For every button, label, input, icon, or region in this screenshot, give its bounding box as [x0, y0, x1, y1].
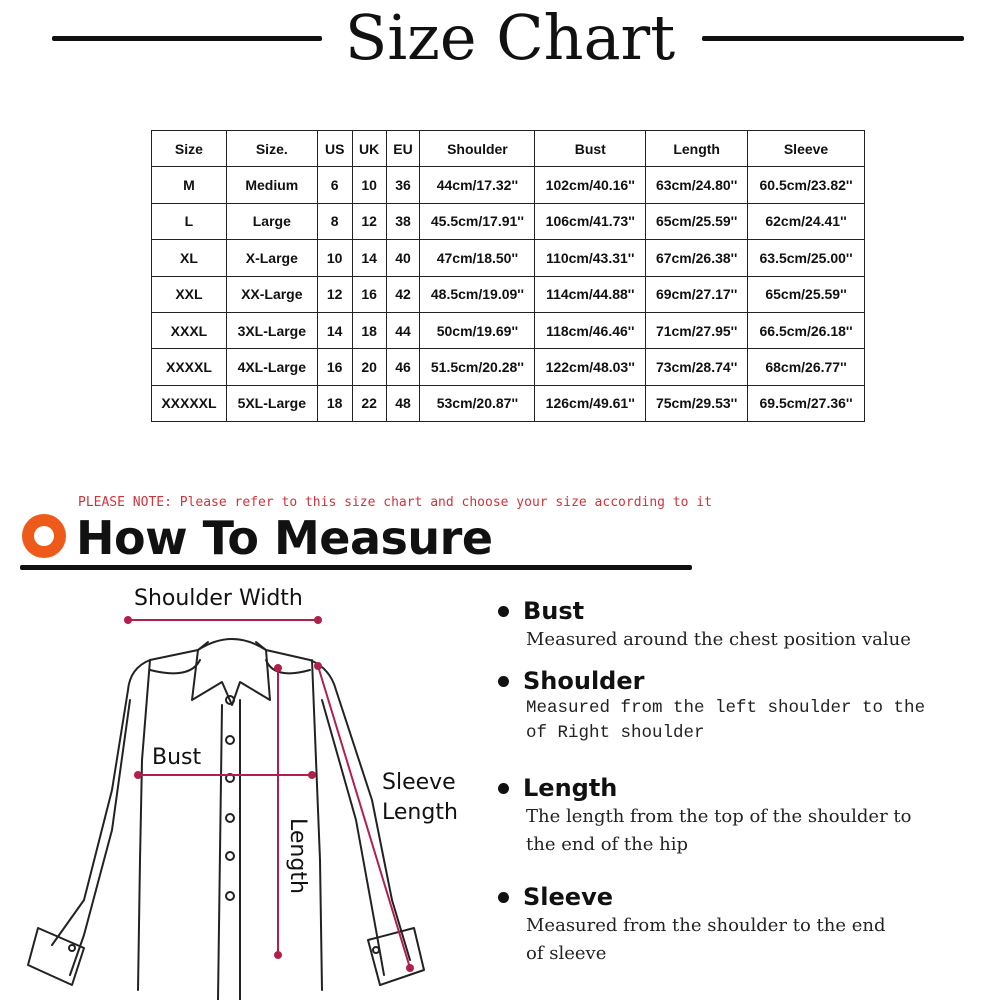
shirt-yoke: [150, 660, 310, 673]
table-cell: XX-Large: [226, 276, 317, 312]
definition-text: Measured from the left shoulder to the: [526, 698, 926, 718]
button-icon: [226, 736, 234, 744]
definition-sleeve: [498, 882, 968, 968]
page-title: Size Chart: [344, 1, 676, 74]
table-row: [152, 276, 865, 312]
table-cell: 16: [317, 349, 352, 385]
table-cell: X-Large: [226, 240, 317, 276]
cuff-button-icon: [373, 947, 379, 953]
table-cell: 69cm/27.17'': [646, 276, 748, 312]
definition-text: the end of the hip: [526, 834, 688, 855]
definition-head: [498, 596, 968, 626]
measure-dot: [125, 617, 131, 623]
table-cell: 5XL-Large: [226, 385, 317, 421]
table-cell: 62cm/24.41'': [748, 203, 865, 239]
table-cell: 102cm/40.16'': [535, 167, 646, 203]
measure-dot: [275, 952, 281, 958]
table-cell: 65cm/25.59'': [646, 203, 748, 239]
bullet-icon: [498, 606, 509, 617]
bullet-icon: [498, 783, 509, 794]
bullet-icon: [498, 676, 509, 687]
measure-dot: [407, 965, 413, 971]
table-cell: XXL: [152, 276, 227, 312]
table-cell: 114cm/44.88'': [535, 276, 646, 312]
left-sleeve-outer: [52, 650, 198, 945]
table-cell: XL: [152, 240, 227, 276]
definition-title: Length: [523, 774, 618, 802]
col-size-name: Size.: [226, 131, 317, 167]
table-cell: 18: [352, 312, 386, 348]
table-row: [152, 349, 865, 385]
table-cell: 118cm/46.46'': [535, 312, 646, 348]
how-to-measure-title: How To Measure: [76, 511, 493, 565]
table-cell: XXXXL: [152, 349, 227, 385]
table-cell: 18: [317, 385, 352, 421]
bullet-icon: [498, 892, 509, 903]
table-cell: 14: [352, 240, 386, 276]
table-cell: 40: [386, 240, 420, 276]
col-us: US: [317, 131, 352, 167]
button-icon: [226, 814, 234, 822]
table-cell: 22: [352, 385, 386, 421]
table-cell: 10: [352, 167, 386, 203]
measure-dot: [275, 665, 281, 671]
table-cell: 20: [352, 349, 386, 385]
table-cell: 71cm/27.95'': [646, 312, 748, 348]
sleeve-length-label: [382, 768, 458, 828]
table-row: [152, 240, 865, 276]
table-row: [152, 385, 865, 421]
button-icon: [226, 852, 234, 860]
measure-dot: [315, 617, 321, 623]
col-shoulder: Shoulder: [420, 131, 535, 167]
table-cell: 12: [317, 276, 352, 312]
table-cell: 106cm/41.73'': [535, 203, 646, 239]
definition-text: of sleeve: [526, 943, 607, 964]
length-label: Length: [285, 818, 310, 894]
table-cell: 67cm/26.38'': [646, 240, 748, 276]
col-eu: EU: [386, 131, 420, 167]
table-cell: L: [152, 203, 227, 239]
measure-dot: [135, 772, 141, 778]
table-cell: 6: [317, 167, 352, 203]
shirt-placket: [218, 700, 240, 1000]
table-cell: 60.5cm/23.82'': [748, 167, 865, 203]
table-cell: M: [152, 167, 227, 203]
table-cell: 75cm/29.53'': [646, 385, 748, 421]
col-uk: UK: [352, 131, 386, 167]
definition-text: The length from the top of the shoulder to: [526, 806, 912, 827]
table-cell: 10: [317, 240, 352, 276]
table-cell: 38: [386, 203, 420, 239]
definition-title: Sleeve: [523, 883, 613, 911]
table-cell: 65cm/25.59'': [748, 276, 865, 312]
table-cell: 53cm/20.87'': [420, 385, 535, 421]
definition-text: Measured around the chest position value: [526, 629, 911, 650]
table-cell: 63cm/24.80'': [646, 167, 748, 203]
table-cell: Medium: [226, 167, 317, 203]
left-body-edge: [138, 660, 150, 990]
right-body-edge: [312, 660, 322, 990]
table-cell: 44: [386, 312, 420, 348]
sleeve-label-line1: Sleeve: [382, 770, 456, 795]
measure-dot: [315, 663, 321, 669]
table-cell: 63.5cm/25.00'': [748, 240, 865, 276]
table-row: [152, 312, 865, 348]
table-cell: Large: [226, 203, 317, 239]
how-to-measure-rule: [20, 565, 692, 570]
table-cell: 122cm/48.03'': [535, 349, 646, 385]
definition-title: Shoulder: [523, 667, 645, 695]
orange-ring-icon: [22, 514, 66, 558]
table-cell: 12: [352, 203, 386, 239]
table-cell: 16: [352, 276, 386, 312]
table-cell: 48: [386, 385, 420, 421]
definition-title: Bust: [523, 597, 585, 625]
definition-head: [498, 882, 968, 912]
table-cell: 46: [386, 349, 420, 385]
shoulder-width-label: Shoulder Width: [134, 586, 303, 611]
button-icon: [226, 892, 234, 900]
table-cell: 42: [386, 276, 420, 312]
table-cell: 45.5cm/17.91'': [420, 203, 535, 239]
definition-text: Measured from the shoulder to the end: [526, 915, 886, 936]
col-length: Length: [646, 131, 748, 167]
table-cell: 48.5cm/19.09'': [420, 276, 535, 312]
definition-bust: [498, 596, 968, 654]
definition-text: of Right shoulder: [526, 723, 705, 743]
table-cell: 4XL-Large: [226, 349, 317, 385]
table-cell: 110cm/43.31'': [535, 240, 646, 276]
collar-stand: [198, 642, 266, 650]
table-cell: 68cm/26.77'': [748, 349, 865, 385]
col-sleeve: Sleeve: [748, 131, 865, 167]
table-cell: 50cm/19.69'': [420, 312, 535, 348]
table-row: [152, 203, 865, 239]
definition-head: [498, 773, 968, 803]
table-cell: 126cm/49.61'': [535, 385, 646, 421]
table-row: [152, 167, 865, 203]
table-cell: 3XL-Large: [226, 312, 317, 348]
bust-label: Bust: [152, 745, 202, 770]
measure-dot: [309, 772, 315, 778]
table-cell: 69.5cm/27.36'': [748, 385, 865, 421]
table-cell: 14: [317, 312, 352, 348]
shirt-collar: [192, 639, 270, 705]
size-chart-header: [0, 0, 1000, 80]
title-rule-right: [702, 36, 964, 41]
title-rule-left: [52, 36, 322, 41]
table-cell: 51.5cm/20.28'': [420, 349, 535, 385]
table-cell: 44cm/17.32'': [420, 167, 535, 203]
table-cell: XXXL: [152, 312, 227, 348]
table-cell: 73cm/28.74'': [646, 349, 748, 385]
definition-head: [498, 666, 968, 696]
size-note: PLEASE NOTE: Please refer to this size chart and choose your size according to it: [78, 495, 712, 510]
col-bust: Bust: [535, 131, 646, 167]
col-size: Size: [152, 131, 227, 167]
table-cell: 8: [317, 203, 352, 239]
definition-shoulder: [498, 666, 968, 746]
sleeve-label-line2: Length: [382, 800, 458, 825]
table-cell: 47cm/18.50'': [420, 240, 535, 276]
table-cell: XXXXXL: [152, 385, 227, 421]
size-table: [151, 130, 865, 422]
table-cell: 36: [386, 167, 420, 203]
definition-length: [498, 773, 968, 859]
table-header-row: [152, 131, 865, 167]
table-cell: 66.5cm/26.18'': [748, 312, 865, 348]
cuff-button-icon: [69, 945, 75, 951]
